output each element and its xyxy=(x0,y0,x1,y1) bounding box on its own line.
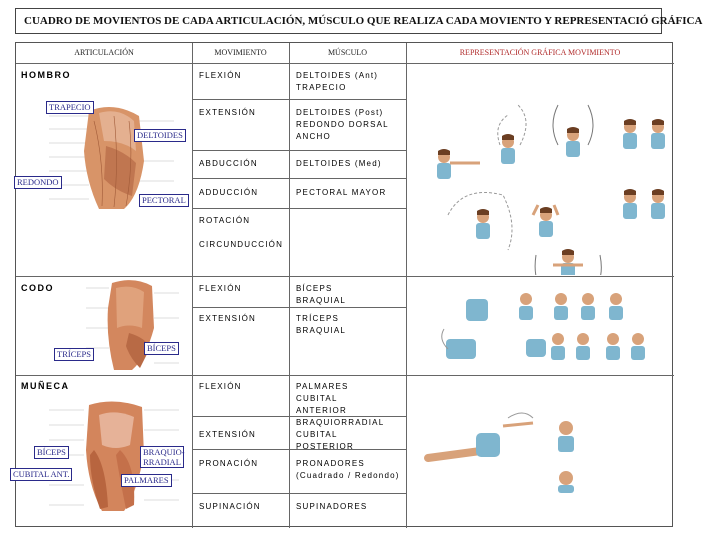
shoulder-movement-abduction: ABDUCCIÓN xyxy=(199,159,258,168)
shoulder-movement-flexion: FLEXIÓN xyxy=(199,71,242,80)
page-title: CUADRO DE MOVIENTOS DE CADA ARTICULACIÓN, MÚSCULO QUE REALIZA CADA MOVIENTO Y REPRESENTACIÓ GRÁFICA xyxy=(15,8,662,34)
shoulder-movement-adduction: ADDUCCIÓN xyxy=(199,188,259,197)
elbow-movement-extension: EXTENSIÓN xyxy=(199,314,257,323)
shoulder-muscle-adduction: PECTORAL MAYOR xyxy=(296,188,387,197)
label-biceps-wrist: BÍCEPS xyxy=(34,446,69,459)
wrist-muscle-extension: CUBITAL POSTERIOR xyxy=(296,430,354,451)
label-deltoides: DELTOIDES xyxy=(134,129,186,142)
label-triceps: TRÍCEPS xyxy=(54,348,94,361)
elbow-muscle-extension: TRÍCEPS BRAQUIAL xyxy=(296,314,347,335)
elbow-muscle-flexion: BÍCEPS BRAQUIAL xyxy=(296,284,347,305)
movement-table xyxy=(15,42,673,527)
elbow-anatomy-illustration xyxy=(84,278,184,373)
wrist-movement-pronation: PRONACIÓN xyxy=(199,459,259,468)
shoulder-muscle-flexion: DELTOIDES (Ant) TRAPECIO xyxy=(296,71,379,92)
shoulder-movement-extension: EXTENSIÓN xyxy=(199,108,257,117)
wrist-muscle-flexion: PALMARES CUBITAL ANTERIOR BRAQUIORRADIAL xyxy=(296,382,385,427)
wrist-movement-supination: SUPINACIÓN xyxy=(199,502,261,511)
shoulder-muscle-extension: DELTOIDES (Post) REDONDO DORSAL ANCHO xyxy=(296,108,389,141)
header-movement: MOVIMIENTO xyxy=(214,48,267,57)
joint-wrist: MUÑECA xyxy=(21,381,70,391)
wrist-muscle-supination: SUPINADORES xyxy=(296,502,368,511)
joint-shoulder: HOMBRO xyxy=(21,70,71,80)
elbow-movement-figures xyxy=(408,279,672,373)
elbow-movement-flexion: FLEXIÓN xyxy=(199,284,242,293)
label-trapecio: TRAPECIO xyxy=(46,101,94,114)
joint-elbow: CODO xyxy=(21,283,54,293)
label-braquiorradial: BRAQUIO-RRADIAL xyxy=(140,446,184,468)
label-redondo: REDONDO xyxy=(14,176,62,189)
wrist-movement-figures xyxy=(408,378,672,493)
label-pectoral: PECTORAL xyxy=(139,194,189,207)
header-joint: ARTICULACIÓN xyxy=(74,48,134,57)
label-palmares: PALMARES xyxy=(121,474,172,487)
shoulder-movement-figures xyxy=(408,65,672,275)
shoulder-movement-rotation: ROTACIÓN CIRCUNDUCCIÓN xyxy=(199,216,284,249)
wrist-movement-extension: EXTENSIÓN xyxy=(199,430,257,439)
wrist-movement-flexion: FLEXIÓN xyxy=(199,382,242,391)
header-representation: REPRESENTACIÓN GRÁFICA MOVIMIENTO xyxy=(459,48,621,57)
header-muscle: MÚSCULO xyxy=(327,48,368,57)
shoulder-muscle-abduction: DELTOIDES (Med) xyxy=(296,159,382,168)
wrist-muscle-pronation: PRONADORES (Cuadrado / Redondo) xyxy=(296,459,400,480)
label-biceps-elbow: BÍCEPS xyxy=(144,342,179,355)
label-cubital-ant: CUBITAL ANT. xyxy=(10,468,72,481)
